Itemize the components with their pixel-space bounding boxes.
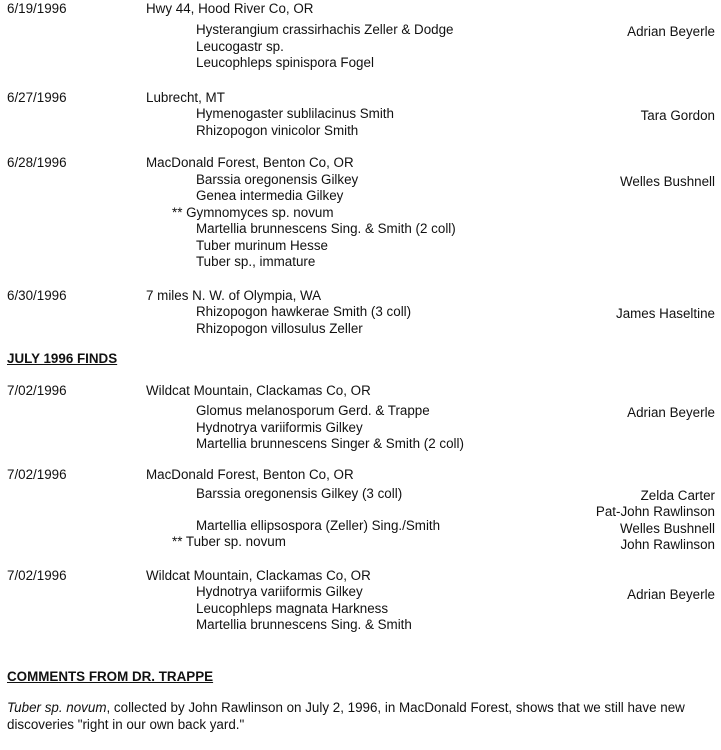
species-name: Hydnotrya variiformis Gilkey — [196, 584, 363, 599]
species-name: Rhizopogon villosulus Zeller — [196, 321, 363, 336]
collector-name: Welles Bushnell — [619, 521, 715, 536]
entry-date: 6/30/1996 — [7, 288, 67, 303]
species-name: Hydnotrya variiformis Gilkey — [196, 420, 363, 435]
entry-location: Hwy 44, Hood River Co, OR — [146, 1, 314, 16]
species-name: Hymenogaster sublilacinus Smith — [196, 106, 394, 121]
collector-name: Pat-John Rawlinson — [595, 504, 715, 519]
species-name: Martellia brunnescens Singer & Smith (2 coll) — [196, 436, 464, 451]
species-name: Rhizopogon hawkerae Smith (3 coll) — [196, 304, 412, 319]
comment-text: , collected by John Rawlinson on July 2, 1996, in MacDonald Forest, shows that we still have new discoveries "right in our own back yard." — [7, 700, 685, 732]
species-name: Martellia ellipsospora (Zeller) Sing./Smith — [196, 518, 441, 533]
collector-name: Adrian Beyerle — [627, 405, 715, 420]
entry-date: 6/27/1996 — [7, 90, 67, 105]
collector-name: Welles Bushnell — [619, 174, 715, 189]
species-name: Martellia brunnescens Sing. & Smith — [196, 617, 412, 632]
entry-date: 7/02/1996 — [7, 383, 67, 398]
collector-name: Adrian Beyerle — [627, 587, 715, 602]
section-heading-comments: COMMENTS FROM DR. TRAPPE — [7, 669, 214, 684]
species-name: ** Gymnomyces sp. novum — [172, 205, 334, 220]
species-name: Leucophleps spinispora Fogel — [196, 55, 374, 70]
collector-name: Tara Gordon — [640, 108, 715, 123]
entry-location: Lubrecht, MT — [146, 90, 225, 105]
collector-name: John Rawlinson — [620, 537, 715, 552]
species-name: Leucophleps magnata Harkness — [196, 601, 389, 616]
entry-location: Wildcat Mountain, Clackamas Co, OR — [146, 383, 371, 398]
species-name: Leucogastr sp. — [196, 39, 284, 54]
species-name: Glomus melanosporum Gerd. & Trappe — [196, 403, 430, 418]
species-name: Hysterangium crassirhachis Zeller & Dodge — [196, 22, 454, 37]
species-name: Martellia brunnescens Sing. & Smith (2 coll) — [196, 221, 456, 236]
entry-date: 7/02/1996 — [7, 568, 67, 583]
comment-species-italic: Tuber sp. novum — [7, 700, 107, 715]
species-name: ** Tuber sp. novum — [172, 534, 286, 549]
entry-location: MacDonald Forest, Benton Co, OR — [146, 467, 354, 482]
species-name: Tuber murinum Hesse — [196, 238, 328, 253]
entry-date: 6/28/1996 — [7, 155, 67, 170]
section-heading-july: JULY 1996 FINDS — [7, 351, 118, 366]
entry-location: 7 miles N. W. of Olympia, WA — [146, 288, 322, 303]
entry-date: 7/02/1996 — [7, 467, 67, 482]
entry-location: MacDonald Forest, Benton Co, OR — [146, 155, 354, 170]
entry-date: 6/19/1996 — [7, 1, 67, 16]
entry-location: Wildcat Mountain, Clackamas Co, OR — [146, 568, 371, 583]
collector-name: James Haseltine — [616, 306, 715, 321]
collector-name: Adrian Beyerle — [627, 24, 715, 39]
species-name: Genea intermedia Gilkey — [196, 188, 344, 203]
comment-paragraph — [7, 700, 719, 733]
species-name: Rhizopogon vinicolor Smith — [196, 123, 359, 138]
species-name: Tuber sp., immature — [196, 254, 316, 269]
species-name: Barssia oregonensis Gilkey — [196, 172, 359, 187]
collector-name: Zelda Carter — [640, 488, 715, 503]
species-name: Barssia oregonensis Gilkey (3 coll) — [196, 486, 403, 501]
